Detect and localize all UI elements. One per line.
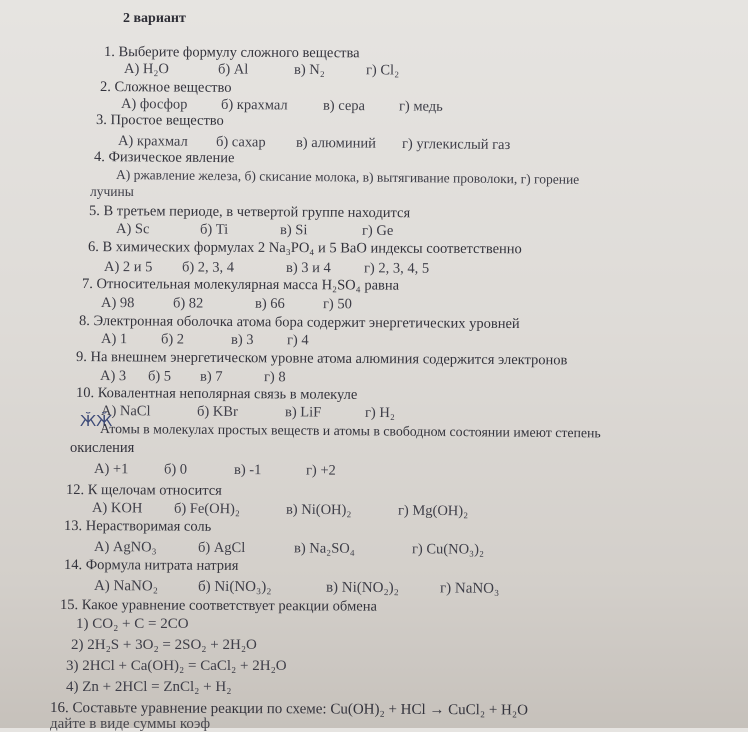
variant-title: 2 вариант [123, 11, 186, 26]
option-a: А) фосфор [120, 96, 188, 113]
answer-options-11 [94, 461, 336, 479]
option-a: А) Sc [115, 221, 150, 238]
option-c: в) Ni(NO₂)₂ [325, 579, 400, 597]
question-16-continuation: дайте в виде суммы коэф [50, 716, 211, 732]
option-d: г) 4 [286, 332, 309, 349]
option-b: б) крахмал [220, 96, 288, 114]
option-b: б) Ni(NO₃)₂ [197, 578, 272, 596]
option-b: б) 5 [147, 368, 172, 385]
answer-options-7 [101, 295, 352, 312]
option-d: г) Ge [361, 222, 394, 239]
option-d: г) Cu(NO₃)₂ [411, 541, 485, 558]
option-b: б) 82 [172, 295, 204, 312]
question-7: 7. Относительная молекулярная масса H₂SO₄ равна [81, 276, 400, 294]
question-5: 5. В третьем периоде, в четвертой группе находится [88, 203, 411, 222]
option-a: А) H₂O [123, 61, 169, 78]
option-c: в) N₂ [293, 61, 325, 79]
option-b: б) сахар [215, 134, 266, 151]
option-d: г) Mg(OH)₂ [397, 502, 469, 520]
option-c: в) алюминий [295, 134, 377, 152]
handwritten-mark: ӁӁ [80, 412, 113, 430]
answer-options-1 [124, 61, 399, 78]
answer-options-8 [101, 331, 309, 348]
option-d: г) H₂ [364, 404, 395, 422]
option-c: в) 3 и 4 [285, 259, 331, 277]
question-3: 3. Простое вещество [95, 112, 224, 129]
option-b: б) Fe(OH)₂ [173, 500, 241, 518]
option-a: А) 1 [100, 331, 128, 348]
option-c: в) -1 [233, 461, 262, 479]
option-c: в) 66 [254, 295, 285, 312]
question-13: 13. Нерастворимая соль [63, 518, 212, 535]
option-a: А) +1 [93, 461, 129, 478]
question-14: 14. Формула нитрата натрия [63, 557, 239, 574]
option-d: г) Cl₂ [365, 62, 400, 79]
option-d: г) 8 [263, 369, 286, 386]
option-c: в) LiF [284, 404, 322, 421]
question-11-continuation: окисления [70, 440, 135, 456]
option-c: в) 7 [199, 368, 223, 385]
option-a: А) 2 и 5 [103, 259, 153, 276]
question-9: 9. На внешнем энергетическом уровне атома алюминия содержится электронов [75, 349, 568, 369]
answer-options-6 [104, 259, 429, 277]
option-c: в) Ni(OH)₂ [285, 501, 352, 519]
option-d: г) 2, 3, 4, 5 [363, 260, 430, 277]
question-12: 12. К щелочам относится [65, 482, 222, 499]
equation-2: 2) 2H₂S + 3O₂ = 2SO₂ + 2H₂O [71, 637, 257, 653]
option-d: г) NaNO₃ [439, 580, 500, 597]
option-d: г) +2 [305, 462, 336, 479]
answer-options-10 [101, 403, 395, 421]
question-6: 6. В химических формулах 2 Na₃PO₄ и 5 BaO индексы соответственно [87, 239, 522, 258]
option-a: А) AgNO₃ [93, 539, 157, 556]
question-11: Атомы в молекулах простых веществ и атомы в свободном состоянии имеют степень [99, 421, 601, 441]
option-b: б) 2, 3, 4 [181, 259, 235, 276]
answer-options-14 [94, 578, 499, 597]
option-b: б) KBr [196, 403, 238, 420]
equation-4: 4) Zn + 2HCl = ZnCl₂ + H₂ [66, 679, 232, 695]
answer-continuation-4: лучины [90, 184, 134, 199]
question-2: 2. Сложное вещество [99, 79, 232, 96]
question-4: 4. Физическое явление [93, 149, 235, 167]
option-c: в) Si [279, 222, 308, 239]
equation-1: 1) CO₂ + C = 2CO [76, 616, 189, 632]
option-b: б) 2 [160, 331, 185, 348]
question-15: 15. Какое уравнение соответствует реакции обмена [59, 597, 377, 615]
question-1: 1. Выберите формулу сложного вещества [103, 44, 360, 62]
option-b: б) Ti [199, 221, 229, 238]
answer-options-12 [92, 500, 468, 519]
option-c: в) сера [322, 97, 366, 115]
option-a: А) 98 [100, 295, 135, 312]
option-b: б) Al [217, 61, 249, 78]
option-b: б) AgCl [197, 539, 246, 557]
answer-options-5 [116, 221, 393, 239]
option-b: б) 0 [163, 461, 188, 478]
option-a: А) 3 [99, 368, 127, 385]
option-c: в) 3 [230, 331, 254, 349]
equation-3: 3) 2HCl + Ca(OH)₂ = CaCl₂ + 2H₂O [66, 658, 287, 674]
option-a: А) KOH [91, 500, 143, 517]
option-d: г) 50 [322, 296, 352, 313]
question-8: 8. Электронная оболочка атома бора содержит энергетических уровней [78, 313, 520, 333]
question-16: 16. Составьте уравнение реакции по схеме: Cu(OH)₂ + HCl → CuCl₂ + H₂O [49, 700, 529, 719]
option-d: г) медь [398, 98, 443, 115]
option-a: А) крахмал [117, 133, 188, 150]
option-a: А) NaNO₂ [93, 578, 159, 595]
option-c: в) Na₂SO₄ [293, 540, 355, 557]
answer-options-13 [94, 539, 484, 558]
answer-options-4: А) ржавление железа, б) скисание молока, в) вытягивание проволоки, г) горение [115, 167, 580, 187]
option-d: г) углекислый газ [401, 135, 511, 154]
option-a: А) NaCl [100, 403, 151, 420]
question-10: 10. Ковалентная неполярная связь в молекуле [75, 385, 358, 403]
answer-options-9 [100, 368, 286, 385]
